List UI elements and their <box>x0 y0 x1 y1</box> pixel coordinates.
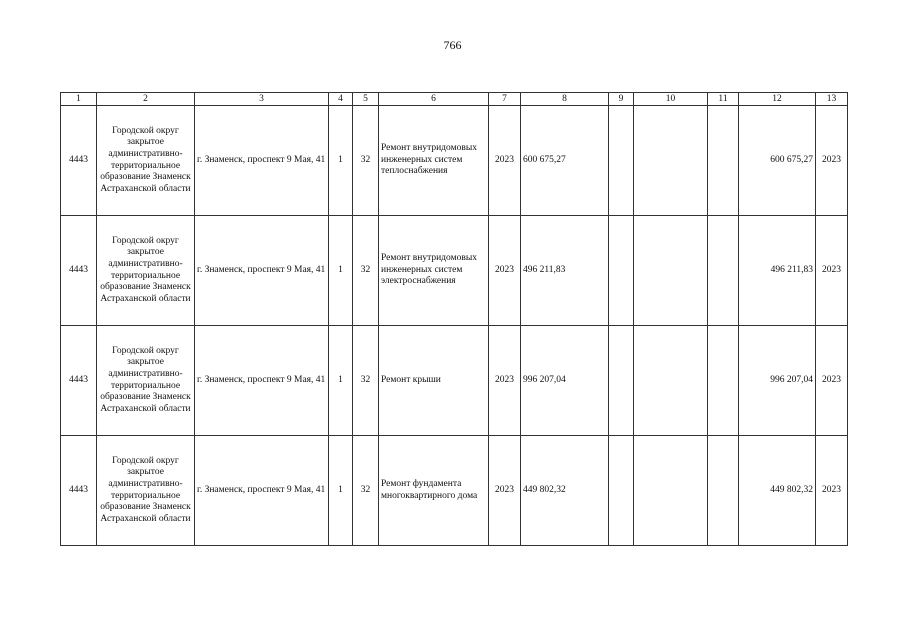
cell-col4: 1 <box>329 436 353 546</box>
page-number: 766 <box>443 38 462 52</box>
cell-col4: 1 <box>329 106 353 216</box>
column-header: 1 <box>61 93 97 106</box>
cell-col4: 1 <box>329 326 353 436</box>
cell-cost: 496 211,83 <box>521 216 609 326</box>
cell-col9 <box>609 436 634 546</box>
column-header: 13 <box>816 93 848 106</box>
cell-year: 2023 <box>489 106 521 216</box>
cell-col5: 32 <box>353 436 379 546</box>
cell-plan-year: 2023 <box>816 436 848 546</box>
cell-year: 2023 <box>489 436 521 546</box>
cell-total: 600 675,27 <box>739 106 816 216</box>
column-header: 5 <box>353 93 379 106</box>
table-row <box>61 106 848 216</box>
cell-id: 4443 <box>61 436 97 546</box>
column-header: 8 <box>521 93 609 106</box>
cell-work-type: Ремонт внутридомовых инженерных систем теплоснабжения <box>379 106 489 216</box>
cell-address: г. Знаменск, проспект 9 Мая, 41 <box>195 326 329 436</box>
cell-col5: 32 <box>353 326 379 436</box>
column-header: 11 <box>708 93 739 106</box>
cell-cost: 449 802,32 <box>521 436 609 546</box>
cell-address: г. Знаменск, проспект 9 Мая, 41 <box>195 216 329 326</box>
cell-col10 <box>634 106 708 216</box>
column-header: 2 <box>97 93 195 106</box>
cell-municipality: Городской округ закрытое административно-территориальное образование Знаменск Астраханской области <box>97 436 195 546</box>
cell-col11 <box>708 436 739 546</box>
cell-col5: 32 <box>353 106 379 216</box>
column-header: 10 <box>634 93 708 106</box>
cell-municipality: Городской округ закрытое административно-территориальное образование Знаменск Астраханской области <box>97 326 195 436</box>
table-row <box>61 326 848 436</box>
cell-total: 496 211,83 <box>739 216 816 326</box>
cell-col9 <box>609 216 634 326</box>
cell-plan-year: 2023 <box>816 106 848 216</box>
cell-total: 449 802,32 <box>739 436 816 546</box>
cell-year: 2023 <box>489 216 521 326</box>
cell-col11 <box>708 326 739 436</box>
cell-address: г. Знаменск, проспект 9 Мая, 41 <box>195 436 329 546</box>
cell-address: г. Знаменск, проспект 9 Мая, 41 <box>195 106 329 216</box>
cell-col9 <box>609 326 634 436</box>
cell-plan-year: 2023 <box>816 216 848 326</box>
cell-col10 <box>634 326 708 436</box>
column-header: 6 <box>379 93 489 106</box>
cell-cost: 600 675,27 <box>521 106 609 216</box>
table-row <box>61 216 848 326</box>
cell-year: 2023 <box>489 326 521 436</box>
cell-work-type: Ремонт крыши <box>379 326 489 436</box>
column-header: 7 <box>489 93 521 106</box>
cell-cost: 996 207,04 <box>521 326 609 436</box>
column-header: 4 <box>329 93 353 106</box>
cell-col9 <box>609 106 634 216</box>
column-header: 12 <box>739 93 816 106</box>
repair-register-table <box>60 92 848 546</box>
column-header: 9 <box>609 93 634 106</box>
cell-col11 <box>708 106 739 216</box>
cell-id: 4443 <box>61 216 97 326</box>
cell-col5: 32 <box>353 216 379 326</box>
cell-id: 4443 <box>61 326 97 436</box>
cell-col10 <box>634 216 708 326</box>
cell-col4: 1 <box>329 216 353 326</box>
header-row <box>61 93 848 106</box>
cell-plan-year: 2023 <box>816 326 848 436</box>
cell-work-type: Ремонт фундамента многоквартирного дома <box>379 436 489 546</box>
table-row <box>61 436 848 546</box>
cell-id: 4443 <box>61 106 97 216</box>
cell-col11 <box>708 216 739 326</box>
cell-total: 996 207,04 <box>739 326 816 436</box>
cell-municipality: Городской округ закрытое административно-территориальное образование Знаменск Астраханской области <box>97 216 195 326</box>
column-header: 3 <box>195 93 329 106</box>
cell-work-type: Ремонт внутридомовых инженерных систем электроснабжения <box>379 216 489 326</box>
cell-municipality: Городской округ закрытое административно-территориальное образование Знаменск Астраханской области <box>97 106 195 216</box>
cell-col10 <box>634 436 708 546</box>
